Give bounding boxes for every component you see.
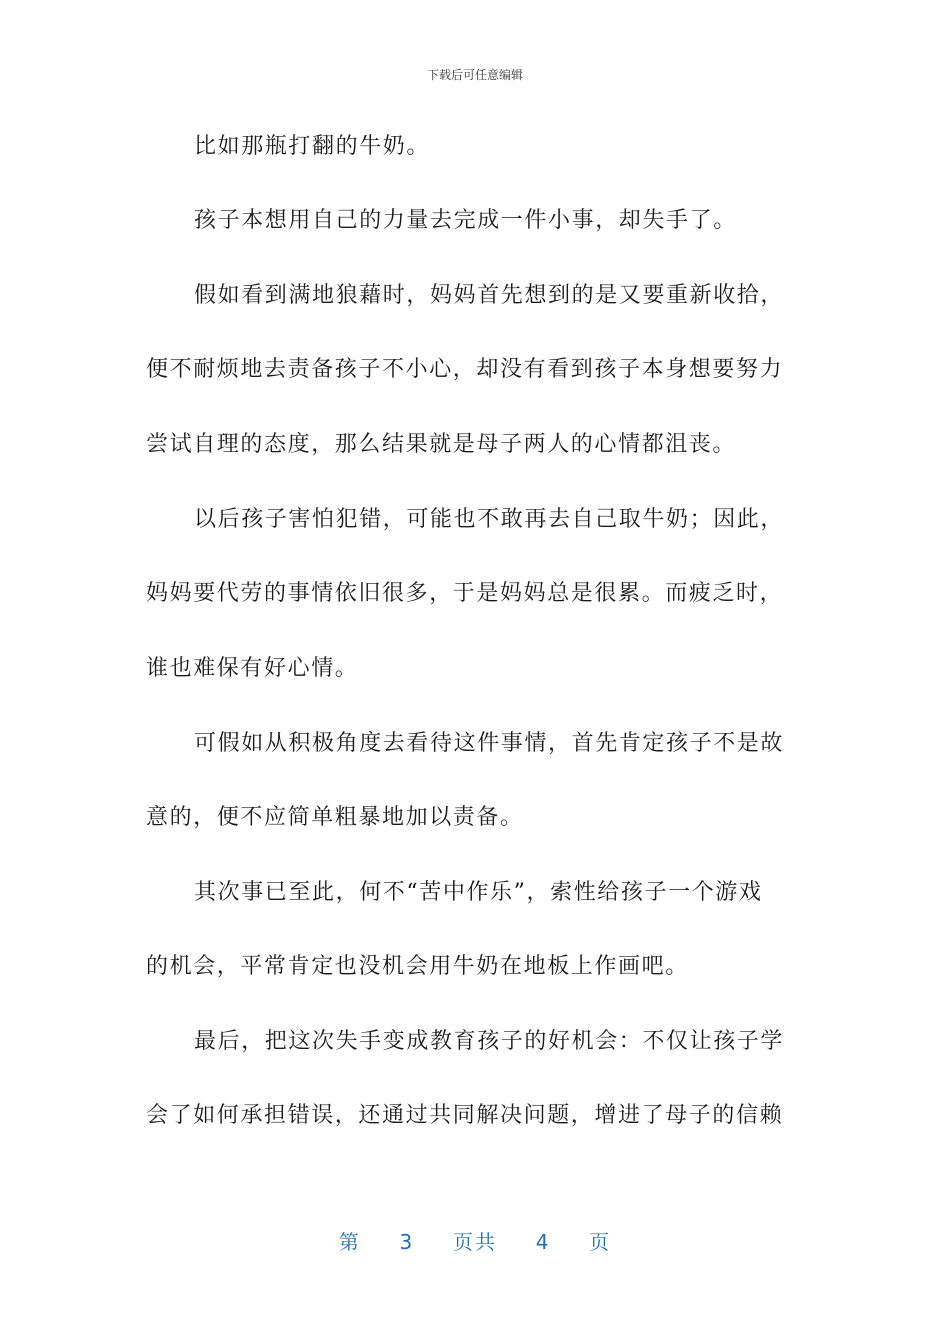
text-line-11: 其次事已至此，何不“苦中作乐”，索性给孩子一个游戏 — [194, 880, 763, 905]
text-line-12: 的机会，平常肯定也没机会用牛奶在地板上作画吧。 — [146, 954, 689, 979]
text-line-3: 假如看到满地狼藉时，妈妈首先想到的是又要重新收拾， — [194, 283, 785, 308]
footer-total-pages: 4 — [535, 1230, 551, 1254]
footer-current-page: 3 — [399, 1230, 415, 1254]
text-line-5: 尝试自理的态度，那么结果就是母子两人的心情都沮丧。 — [146, 432, 737, 457]
text-line-9: 可假如从积极角度去看待这件事情，首先肯定孩子不是故 — [194, 731, 785, 756]
text-line-10: 意的，便不应简单粗暴地加以责备。 — [146, 805, 524, 830]
text-line-2: 孩子本想用自己的力量去完成一件小事，却失手了。 — [194, 208, 737, 233]
page-footer — [0, 1226, 950, 1255]
text-line-1: 比如那瓶打翻的牛奶。 — [194, 134, 431, 159]
text-line-7: 妈妈要代劳的事情依旧很多，于是妈妈总是很累。而疲乏时， — [146, 581, 784, 606]
footer-middle: 页共 — [453, 1230, 497, 1254]
footer-suffix: 页 — [589, 1230, 612, 1254]
text-line-8: 谁也难保有好心情。 — [146, 656, 359, 681]
text-line-13: 最后，把这次失手变成教育孩子的好机会：不仅让孩子学 — [194, 1029, 785, 1054]
text-line-6: 以后孩子害怕犯错，可能也不敢再去自己取牛奶；因此， — [194, 507, 785, 532]
text-line-14: 会了如何承担错误，还通过共同解决问题，增进了母子的信赖 — [146, 1103, 784, 1128]
footer-prefix: 第 — [338, 1230, 361, 1254]
page-header-note: 下载后可任意编辑 — [426, 68, 523, 82]
text-line-4: 便不耐烦地去责备孩子不小心，却没有看到孩子本身想要努力 — [146, 357, 784, 382]
